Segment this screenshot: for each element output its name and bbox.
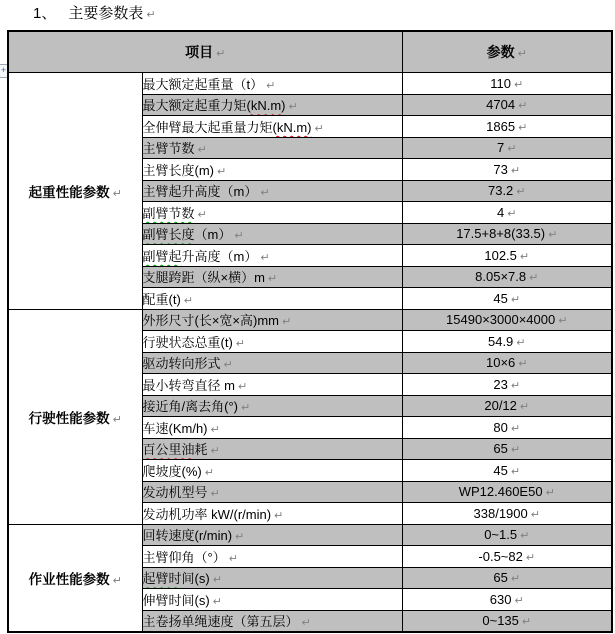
param-label-misspelled: 副臂节数 xyxy=(142,205,195,221)
param-value: 23 xyxy=(493,376,508,392)
return-mark-icon: ↵ xyxy=(223,358,233,372)
param-value: 73 xyxy=(493,161,508,177)
param-label-cell xyxy=(142,116,402,138)
param-value: 10×6 xyxy=(485,355,516,371)
return-mark-icon: ↵ xyxy=(217,164,227,178)
param-value-cell xyxy=(402,460,612,482)
return-mark-icon: ↵ xyxy=(112,186,122,200)
param-label: 发动机型号 xyxy=(142,485,208,501)
return-mark-icon: ↵ xyxy=(112,412,122,426)
param-label-cell xyxy=(142,288,402,310)
param-label: 全伸臂最大起重量力矩 xyxy=(142,119,273,135)
header-cell-item xyxy=(8,31,402,73)
param-label: 耗 xyxy=(194,442,208,458)
param-label: 外形尺寸(长×宽×高)mm xyxy=(142,313,280,329)
param-value-cell xyxy=(402,524,612,546)
return-mark-icon: ↵ xyxy=(237,379,248,393)
param-label: 间(s) xyxy=(181,571,210,587)
param-label-cell xyxy=(142,352,402,374)
param-label-cell xyxy=(142,159,402,181)
return-mark-icon: ↵ xyxy=(197,207,207,221)
param-value: 17.5+8+8(33.5) xyxy=(456,226,546,242)
return-mark-icon: ↵ xyxy=(210,444,220,458)
return-mark-icon: ↵ xyxy=(274,508,284,522)
param-label-cell xyxy=(142,417,402,439)
return-mark-icon: ↵ xyxy=(212,594,222,608)
return-mark-icon: ↵ xyxy=(519,400,530,414)
parameters-table-body xyxy=(8,73,612,632)
param-value-cell xyxy=(402,288,612,310)
param-label-cell xyxy=(142,546,402,568)
return-mark-icon: ↵ xyxy=(210,487,220,501)
param-label: 伸臂时间(s) xyxy=(142,592,210,608)
return-mark-icon: ↵ xyxy=(558,314,568,328)
param-label: 主臂节数 xyxy=(142,141,195,157)
param-label: 发动机功率 kW/(r/min) xyxy=(142,506,272,522)
param-value: WP12.460E50 xyxy=(458,484,543,500)
return-mark-icon: ↵ xyxy=(517,47,527,60)
param-value-cell xyxy=(402,589,612,611)
section-name-cell xyxy=(8,524,142,632)
return-mark-icon: ↵ xyxy=(234,229,244,243)
param-value-cell xyxy=(402,331,612,353)
param-label-cell xyxy=(142,266,402,288)
return-mark-icon: ↵ xyxy=(266,78,276,92)
return-mark-icon: ↵ xyxy=(518,99,528,113)
param-value-cell xyxy=(402,159,612,181)
param-value-cell xyxy=(402,245,612,267)
param-value-cell xyxy=(402,73,612,95)
param-label-cell xyxy=(142,589,402,611)
return-mark-icon: ↵ xyxy=(204,465,214,479)
return-mark-icon: ↵ xyxy=(519,249,530,263)
param-label: 回转速度(r/min) xyxy=(142,528,233,544)
param-value: 338/1900 xyxy=(473,505,528,521)
param-label-misspelled: 起臂时 xyxy=(142,571,182,587)
return-mark-icon: ↵ xyxy=(210,422,220,436)
section-heading xyxy=(33,4,156,25)
param-label: 最小转弯直径 m xyxy=(142,377,235,393)
header-item-label: 项目 xyxy=(185,44,214,60)
param-value-cell xyxy=(402,567,612,589)
header-value-label: 参数 xyxy=(486,44,515,60)
return-mark-icon: ↵ xyxy=(510,163,521,177)
param-value: 7 xyxy=(497,140,505,156)
section-name-cell xyxy=(8,309,142,524)
table-header-row xyxy=(8,31,612,73)
return-mark-icon: ↵ xyxy=(260,250,270,264)
heading-number: 1、 xyxy=(33,5,57,22)
return-mark-icon: ↵ xyxy=(510,292,521,306)
param-label-cell xyxy=(142,245,402,267)
table-row xyxy=(8,309,612,331)
return-mark-icon: ↵ xyxy=(520,529,530,543)
heading-text: 主要参数表 xyxy=(68,5,144,22)
param-label-cell xyxy=(142,610,402,632)
return-mark-icon: ↵ xyxy=(260,186,270,200)
param-value: 20/12 xyxy=(484,398,517,414)
param-label: 最大额定起重量（t） xyxy=(142,76,264,92)
return-mark-icon: ↵ xyxy=(521,615,532,628)
return-mark-icon: ↵ xyxy=(235,336,245,350)
param-value-cell xyxy=(402,137,612,159)
return-mark-icon: ↵ xyxy=(301,616,311,629)
return-mark-icon: ↵ xyxy=(530,507,540,521)
return-mark-icon: ↵ xyxy=(525,550,536,564)
return-mark-icon: ↵ xyxy=(197,143,207,157)
param-value: 4704 xyxy=(486,97,516,113)
return-mark-icon: ↵ xyxy=(529,271,539,285)
param-value: 1865 xyxy=(486,118,516,134)
return-mark-icon: ↵ xyxy=(228,551,238,565)
param-label-cell xyxy=(142,374,402,396)
param-value: 4 xyxy=(497,204,505,220)
section-name: 行驶性能参数 xyxy=(28,410,110,426)
header-cell-value xyxy=(402,31,612,73)
section-name: 作业性能参数 xyxy=(28,571,110,587)
param-value: 45 xyxy=(493,462,508,478)
param-value-cell xyxy=(402,202,612,224)
param-value: 8.05×7.8 xyxy=(475,269,527,285)
param-label-misspelled: 副臂起 xyxy=(142,248,182,264)
param-label-misspelled: (kN.m) xyxy=(246,98,286,114)
param-label-cell xyxy=(142,331,402,353)
param-value: 65 xyxy=(493,570,508,586)
param-label-cell xyxy=(142,180,402,202)
return-mark-icon: ↵ xyxy=(288,100,298,114)
param-label: 配重(t) xyxy=(142,291,181,307)
param-value-cell xyxy=(402,374,612,396)
param-value-cell xyxy=(402,180,612,202)
param-label-cell xyxy=(142,481,402,503)
param-value: 45 xyxy=(493,290,508,306)
param-label: 支腿跨距（纵×横）m xyxy=(142,270,265,286)
return-mark-icon: ↵ xyxy=(146,8,156,21)
param-value-cell xyxy=(402,438,612,460)
param-label: 升高度（m） xyxy=(181,248,258,264)
param-value-cell xyxy=(402,309,612,331)
return-mark-icon: ↵ xyxy=(510,421,521,435)
return-mark-icon: ↵ xyxy=(112,573,122,587)
return-mark-icon: ↵ xyxy=(545,486,555,500)
return-mark-icon: ↵ xyxy=(510,443,521,457)
return-mark-icon: ↵ xyxy=(212,573,222,587)
param-value: 102.5 xyxy=(484,247,517,263)
return-mark-icon: ↵ xyxy=(314,121,324,135)
param-value-cell xyxy=(402,94,612,116)
param-label-misspelled: 百公里油 xyxy=(142,442,195,458)
param-value-cell xyxy=(402,395,612,417)
param-label-cell xyxy=(142,503,402,525)
param-label: 主臂长度(m) xyxy=(142,162,214,178)
return-mark-icon: ↵ xyxy=(548,228,558,242)
param-value-cell xyxy=(402,546,612,568)
section-name: 起重性能参数 xyxy=(28,184,110,200)
param-label: 车速(Km/h) xyxy=(142,420,208,436)
return-mark-icon: ↵ xyxy=(516,335,526,349)
param-value: 15490×3000×4000 xyxy=(446,312,556,328)
param-value: 65 xyxy=(493,441,508,457)
param-value-cell xyxy=(402,417,612,439)
return-mark-icon: ↵ xyxy=(507,142,517,156)
param-label-cell xyxy=(142,395,402,417)
return-mark-icon: ↵ xyxy=(514,593,524,607)
param-value-cell xyxy=(402,481,612,503)
param-label-cell xyxy=(142,524,402,546)
param-value: 0~1.5 xyxy=(484,527,518,543)
param-value: 0~135 xyxy=(482,613,519,628)
return-mark-icon: ↵ xyxy=(518,120,528,134)
param-label-cell xyxy=(142,94,402,116)
param-label: （m） xyxy=(194,227,232,243)
param-value-cell xyxy=(402,223,612,245)
param-label-cell xyxy=(142,309,402,331)
return-mark-icon: ↵ xyxy=(183,293,193,307)
param-label-cell xyxy=(142,73,402,95)
param-label: 主卷扬单绳速度（第五层） xyxy=(142,614,299,629)
return-mark-icon: ↵ xyxy=(510,378,521,392)
param-label-misspelled: 副臂长度 xyxy=(142,227,195,243)
table-row xyxy=(8,524,612,546)
section-name-cell xyxy=(8,73,142,310)
param-label: 最大额定起重力矩 xyxy=(142,98,247,114)
param-label-misspelled: (kN.m) xyxy=(272,119,312,135)
param-label-cell xyxy=(142,438,402,460)
parameters-table xyxy=(7,30,613,633)
param-label: 主臂仰角（°） xyxy=(142,549,226,565)
return-mark-icon: ↵ xyxy=(510,572,521,586)
param-label-cell xyxy=(142,567,402,589)
return-mark-icon: ↵ xyxy=(240,401,251,415)
param-value-cell xyxy=(402,610,612,632)
param-label: 驱动转向形式 xyxy=(142,356,221,372)
return-mark-icon: ↵ xyxy=(516,185,526,199)
param-value: 110 xyxy=(490,75,511,91)
param-label-cell xyxy=(142,223,402,245)
param-label-cell xyxy=(142,460,402,482)
return-mark-icon: ↵ xyxy=(514,77,524,91)
param-label-cell xyxy=(142,137,402,159)
param-value-cell xyxy=(402,266,612,288)
param-value-cell xyxy=(402,503,612,525)
param-label: 主臂起升高度（m） xyxy=(142,184,258,200)
param-value: 80 xyxy=(493,419,508,435)
param-value: 73.2 xyxy=(487,183,514,199)
param-value-cell xyxy=(402,352,612,374)
param-value-cell xyxy=(402,116,612,138)
param-label: 接近角/离去角(°) xyxy=(142,399,238,415)
param-value: 54.9 xyxy=(487,333,514,349)
param-label: 爬坡度(%) xyxy=(142,463,202,479)
return-mark-icon: ↵ xyxy=(282,315,292,329)
return-mark-icon: ↵ xyxy=(235,530,245,544)
table-row xyxy=(8,73,612,95)
return-mark-icon: ↵ xyxy=(267,272,278,286)
param-label-cell xyxy=(142,202,402,224)
param-label: 行驶状态总重(t) xyxy=(142,334,233,350)
return-mark-icon: ↵ xyxy=(216,47,226,60)
param-value: -0.5~82 xyxy=(478,548,523,564)
return-mark-icon: ↵ xyxy=(510,464,521,478)
return-mark-icon: ↵ xyxy=(507,206,517,220)
table-anchor-marker: + xyxy=(0,64,9,78)
param-value: 630 xyxy=(489,591,512,607)
return-mark-icon: ↵ xyxy=(518,357,528,371)
